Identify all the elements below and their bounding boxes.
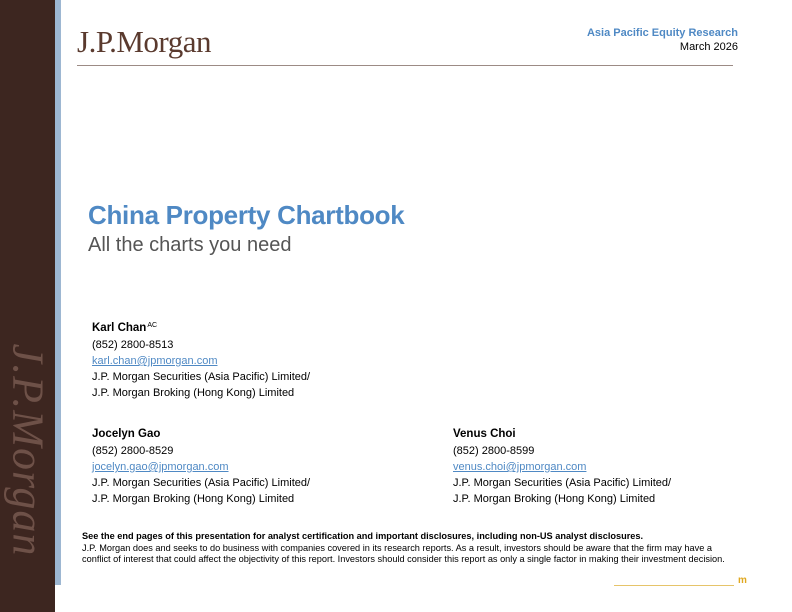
analyst-entity-line1: J.P. Morgan Securities (Asia Pacific) Limited/ xyxy=(453,477,672,489)
analyst-email-link[interactable]: jocelyn.gao@jpmorgan.com xyxy=(92,461,229,473)
analyst-card-venus-choi xyxy=(453,426,671,507)
analyst-entity-line1: J.P. Morgan Securities (Asia Pacific) Limited/ xyxy=(92,477,311,489)
analyst-phone: (852) 2800-8513 xyxy=(92,339,174,351)
analyst-email-link[interactable]: karl.chan@jpmorgan.com xyxy=(92,355,218,367)
jpmorgan-logo: J.P.Morgan xyxy=(77,24,211,59)
analyst-name: Karl Chan$^{AC}$ xyxy=(92,322,158,334)
sidebar-stripe xyxy=(55,0,61,585)
analyst-card-jocelyn-gao xyxy=(92,426,310,507)
analyst-phone: (852) 2800-8599 xyxy=(453,445,535,457)
left-sidebar xyxy=(0,0,55,612)
analyst-entity-line2: J.P. Morgan Broking (Hong Kong) Limited xyxy=(92,387,295,399)
analyst-email-link[interactable]: venus.choi@jpmorgan.com xyxy=(453,461,587,473)
analyst-phone: (852) 2800-8529 xyxy=(92,445,174,457)
footer-rule xyxy=(614,585,734,586)
analyst-certification-mark: AC xyxy=(147,322,158,329)
disclaimer-headline: See the end pages of this presentation for analyst certification and important disclosures, including non-US analyst disclosures. xyxy=(82,531,644,541)
research-label: Asia Pacific Equity Research xyxy=(586,27,738,39)
footer-mark: m xyxy=(738,575,747,586)
sidebar-watermark-logo: J.P.Morgan xyxy=(3,343,53,557)
disclaimer-body: J.P. Morgan does and seeks to do business with companies covered in its research reports. As a result, investors should be aware that the firm may have a conflict of interest that could affect the objectivity of this report. Investors should consider this report as only a single factor in making their investment decision. xyxy=(82,542,725,564)
analyst-entity-line2: J.P. Morgan Broking (Hong Kong) Limited xyxy=(92,493,295,505)
analyst-name: Venus Choi xyxy=(453,428,516,440)
analyst-name: Jocelyn Gao xyxy=(92,428,161,440)
analyst-entity-line2: J.P. Morgan Broking (Hong Kong) Limited xyxy=(453,493,656,505)
report-title: China Property Chartbook xyxy=(88,200,405,230)
report-subtitle: All the charts you need xyxy=(88,234,292,256)
analyst-card-karl-chan xyxy=(92,318,310,401)
header-meta xyxy=(587,26,738,55)
report-date: March 2026 xyxy=(679,41,738,53)
header-divider xyxy=(77,65,733,66)
disclaimer xyxy=(82,531,742,566)
analyst-entity-line1: J.P. Morgan Securities (Asia Pacific) Limited/ xyxy=(92,371,311,383)
